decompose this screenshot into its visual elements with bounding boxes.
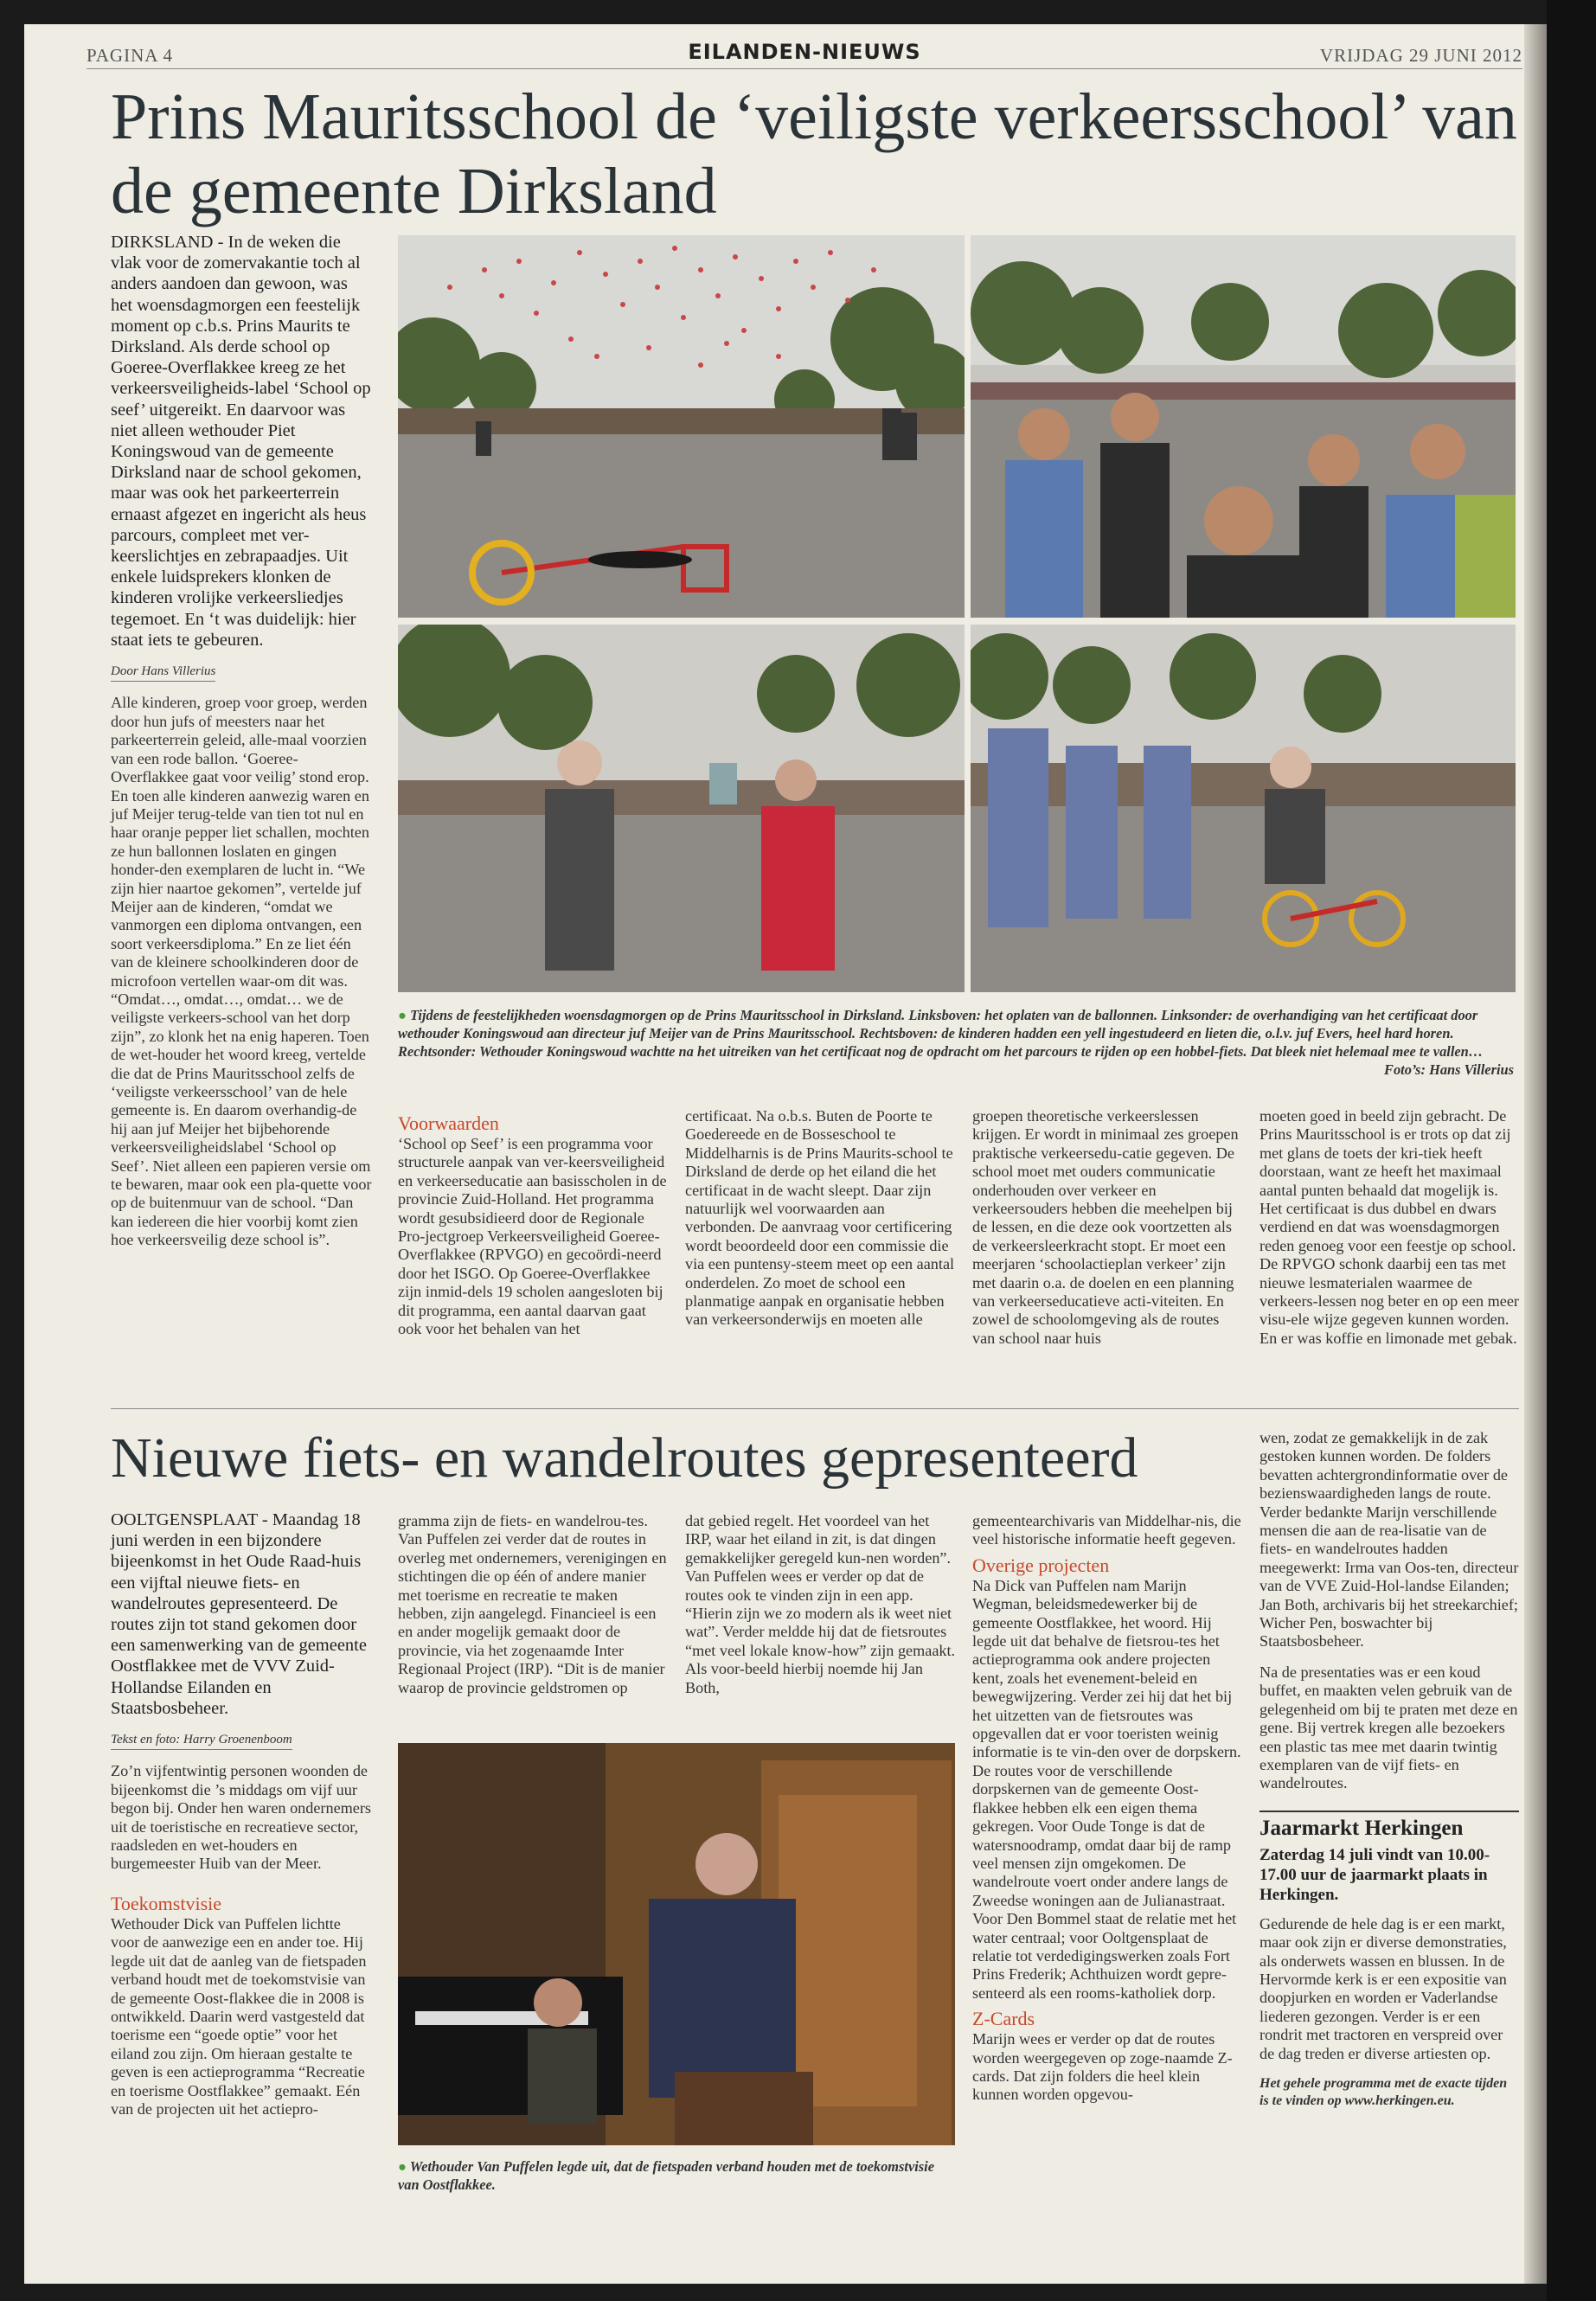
caption-bullet-icon: ● [398,2158,407,2175]
article2-caption-text: Wethouder Van Puffelen legde uit, dat de fietspaden verband houden met de toekomstvisie van Oostflakkee. [398,2158,934,2193]
article1-byline: Door Hans Villerius [111,663,215,682]
article1-body-1: Alle kinderen, groep voor groep, werden door hun jufs of meesters naar het parkeerterrein geleid, alle-maal voorzien van een rode ballon. ‘Goeree-Overflakkee gaat voor veilig’ stond erop. En toen alle kinderen aanwezig waren en juf Meijer terug-telde van tien tot nul en haar oranje pepper liet schallen, mochten ze hun ballonnen loslaten en gingen honder-den exemplaren de lucht in. “We zijn hier naartoe gekomen”, vertelde juf Meijer aan de kinderen, “omdat we vanmorgen een diploma ontvangen, een soort verkeersdiploma.” En ze liet één van de kleinere schoolkinderen door de microfoon vertellen waar-om dit was. “Omdat…, omdat…, omdat… we de veiligste verkeers-school van het dorp zijn”, zo klonk het na enig haperen. Toen de wet-houder het woord kreeg, vertelde die dat de Prins Mauritsschool zelfs de ‘veiligste verkeersschool’ van de hele gemeente is. En daarom overhandig-de hij aan juf Meijer het bijbehorende verkeersveiligheidslabel ‘School op Seef’. Niet alleen een papieren versie om te bewaren, maar ook een pla-quette voor op de buitenmuur van de school. “Dan kan iedereen die hier voorbij komt zien hoe verkeersveilig deze school is”. [111,694,372,1249]
article1-body-3: certificaat. Na o.b.s. Buten de Poorte te Goedereede en de Bosseschool te Middelharnis is de Prins Maurits-school te Dirksland de derde op het eiland die het certificaat in de wacht sleept. Daar zijn natuurlijk wel voorwaarden aan verbonden. De aanvraag voor certificering wordt beoordeeld door een commissie die via een puntensy-steem meet op een aantal onderdelen. Zo moet de school een planmatige aanpak en organisatie hebben van verkeersonderwijs en moeten alle [685,1107,955,1329]
children-yell-photo [971,235,1516,618]
page-header [87,40,1522,69]
article2-subhead-toekomstvisie: Toekomstvisie [111,1892,222,1914]
article1-body-2: ‘School op Seef’ is een programma voor structurele aanpak van ver-keersveiligheid en verkeerseducatie aan basisscholen in de provincie Zuid-Holland. Het programma wordt gesubsidieerd door de Regionale Pro-jectgroep Verkeersveiligheid Goeree-Overflakkee (RPVGO) en gecoördi-neerd door het ISGO. Op Goeree-Overflakkee zijn inmid-dels 19 scholen aangesloten bij dit programma, een aantal daarvan gaat ook voor het behalen van het [398,1135,667,1338]
article2-column-2 [398,1512,670,1697]
article2-headline: Nieuwe fiets- en wandelroutes gepresenteerd [111,1426,1138,1490]
article2-body-1: Zo’n vijfentwintig personen woonden de bijeenkomst die ’s middags om vijf uur begon bij. Onder hen waren ondernemers uit de toeristische en recreatieve sector, raadsleden en wet-houders en burgemeester Huib van der Meer. [111,1762,371,1873]
article-divider [111,1408,1519,1409]
article2-column-3 [685,1512,957,1697]
article1-column-3 [685,1107,957,1330]
article1-column-5 [1259,1107,1519,1348]
page-number: PAGINA 4 [87,45,173,66]
article1-column-2 [398,1107,670,1338]
article1-photo-caption [398,1006,1514,1079]
page-binding [1547,0,1596,2301]
article2-left-column [111,1509,372,2118]
article2-subhead-z-cards: Z-Cards [972,2008,1035,2030]
issue-date: VRIJDAG 29 JUNI 2012 [1319,45,1522,66]
presentation-photo [398,1743,955,2145]
article2-body-3: gramma zijn de fiets- en wandelrou-tes. Van Puffelen zei verder dat de routes in overleg met ondernemers, verenigingen en stichtingen die op één of andere manier met toerisme en recreatie te maken hebben, zijn aangelegd. Financieel is een en ander mogelijk gemaakt door de provincie, via het zogenaamde Inter Regionaal Project (IRP). “Dit is de manier waarop de provincie geldstromen op [398,1512,667,1696]
article1-body-4: groepen theoretische verkeerslessen krijgen. Er wordt in minimaal zes groepen praktische verkeersedu-catie gegeven. De school moet met ouders communicatie onderhouden over verkeer en verkeersouders hebben die meehelpen bij de lessen, en die deze ook voortzetten als de verkeersleerkracht stopt. Er moet een meerjaren ‘schoolactieplan verkeer’ zijn met daarin o.a. de doelen en een planning van verkeerseducatieve acti-viteiten. En zowel de schoolomgeving als de routes van school naar huis [972,1107,1239,1347]
article2-photo-caption [398,2157,952,2194]
article2-body-5: gemeentearchivaris van Middelhar-nis, die veel historische informatie heeft gegeven. [972,1512,1241,1548]
article1-left-column [111,232,372,1250]
article2-subhead-overige-projecten: Overige projecten [972,1554,1110,1576]
article1-headline: Prins Mauritsschool de ‘veiligste verkeersschool’ van de gemeente Dirksland [111,80,1517,228]
article2-body-8: wen, zodat ze gemakkelijk in de zak gestoken kunnen worden. De folders bevatten achtergrondinformatie over de bezienswaardigheden langs de route. Verder bedankte Marijn verschillende mensen die aan de rea-lisatie van de fiets- en wandelroutes hadden meegewerkt: Irma van Oos-ten, directeur van de VVE Zuid-Hol-landse Eilanden; Jan Both, archivaris bij het streekarchief; Wicher Pen, boswachter bij Staatsbosbeheer. [1259,1429,1519,1650]
jaarmarkt-sidebar [1259,1811,1519,2110]
article1-body-5: moeten goed in beeld zijn gebracht. De Prins Mauritsschool is er trots op dat zij met glans de toets der kri-tiek heeft doorstaan, want ze heeft het maximaal aantal punten behaald dat mogelijk is. Het certificaat is dus dubbel en dwars verdiend en dat was woensdagmorgen reden genoeg voor een feestje op school. De RPVGO schonk daarbij een tas met nieuwe lesmaterialen waarmee de verkeers-lessen nog beter en op een meer visu-ele wijze gegeven kunnen worden. En er was koffie en limonade met gebak. [1259,1107,1519,1347]
sidebar-lead: Zaterdag 14 juli vindt van 10.00-17.00 uur de jaarmarkt plaats in Herkingen. [1259,1845,1490,1904]
article2-lead: OOLTGENSPLAAT - Maandag 18 juni werden in een bijzondere bijeenkomst in het Oude Raad-huis een vijftal nieuwe fiets- en wandelroutes gepresenteerd. De routes zijn tot stand gekomen door een samenwerking van de gemeente Oostflakkee met de VVV Zuid-Hollandse Eilanden en Staatsbosbeheer. [111,1510,367,1718]
balloons-photo [398,235,965,618]
article1-subhead-voorwaarden: Voorwaarden [398,1112,499,1134]
certificate-handover-photo [398,625,965,992]
article1-column-4 [972,1107,1244,1348]
article2-body-4: dat gebied regelt. Het voordeel van het IRP, waar het eiland in zit, is dat dingen gemakkelijker geregeld kun-nen worden”. Van Puffelen wees er verder op dat de routes ook te vinden zijn in een app. “Hierin zijn we zo modern als ik weet niet wat”. Verder meldde hij dat de fietsroutes “met veel lokale know-how” zijn gemaakt. Als voor-beeld hierbij noemde hij Jan Both, [685,1512,956,1696]
article1-caption-text: Tijdens de feestelijkheden woensdagmorgen op de Prins Mauritsschool in Dirksland. Linksboven: het oplaten van de ballonnen. Linksonder: de overhandiging van het certificaat door wethouder Koningswoud aan directeur juf Meijer van de Prins Mauritsschool. Rechtsboven: de kinderen hadden een yell ingestudeerd en lieten die, o.l.v. juf Evers, heel hard horen. Rechtsonder: Wethouder Koningswoud wachtte na het uitreiken van het certificaat nog de opdracht om het parcours te rijden op een hobbel-fiets. Dat bleek niet helemaal mee te vallen… [398,1007,1484,1060]
newspaper-masthead: EILANDEN-NIEUWS [688,40,921,64]
alderman-bike-photo [971,625,1516,992]
article2-body-7: Marijn wees er verder op dat de routes worden weergegeven op zoge-naamde Z-cards. Dat zijn folders die heel klein kunnen worden opgevou- [972,2030,1233,2104]
article2-byline: Tekst en foto: Harry Groenenboom [111,1731,292,1750]
article2-body-9: Na de presentaties was er een koud buffet, en maakten velen gebruik van de gelegenheid om bij te praten met deze en gene. Bij vertrek kregen alle bezoekers een plastic tas mee met daarin twintig exemplaren van de vijf fiets- en wandelroutes. [1259,1663,1518,1792]
article2-body-2: Wethouder Dick van Puffelen lichtte voor de aanwezige een en ander toe. Hij legde uit dat de aanleg van de fietspaden verband houdt met de toekomstvisie van de gemeente Oost-flakkee die in 2008 is ontwikkeld. Daarin werd vastgesteld dat toerisme een “goede optie” voor het eiland zou zijn. Om hieraan gestalte te geven is een actieprogramma “Recreatie en toerisme Oostflakkee” gemaakt. Eén van de projecten uit het actiepro- [111,1914,367,2118]
sidebar-title: Jaarmarkt Herkingen [1259,1811,1519,1842]
page-spine-shadow [1524,24,1547,2284]
article2-body-6: Na Dick van Puffelen nam Marijn Wegman, beleidsmedewerker bij de gemeente Oostflakkee, het woord. Hij legde uit dat behalve de fietsrou-tes het actieprogramma ook andere projecten kent, zoals het evenement-beleid en bewegwijzering. Verder zei hij dat het bij het uitzetten van de fietsroutes was opgevallen dat er voor toeristen weinig informatie is te vin-den over de dorpskern. De routes voor de verschillende dorpskernen van de gemeente Oost-flakkee hebben elk een eigen thema gekregen. Voor Oude Tonge is dat de watersnoodramp, omdat daar bij de ramp veel mensen zijn omgekomen. De wandelroute voert onder andere langs de Zweedse woningen aan de Julianastraat. Voor Den Bommel staat de relatie met het water centraal; voor Ooltgensplaat de relatie tot verdedigingswerken zoals Fort Prins Frederik; Achthuizen wordt gepre-senteerd als een rooms-katholiek dorp. [972,1576,1241,2002]
article1-photo-credit: Foto’s: Hans Villerius [1384,1061,1514,1078]
caption-bullet-icon: ● [398,1007,407,1023]
sidebar-footer-link: Het gehele programma met de exacte tijden is te vinden op www.herkingen.eu. [1259,2075,1508,2108]
sidebar-body: Gedurende de hele dag is er een markt, maar ook zijn er diverse demonstraties, als onderwets wassen en blussen. In de Hervormde kerk is er een expositie van doopjurken en worden er Vaderlandse liederen gezongen. Verder is er een rondrit met tractoren en verspreid over de dag treden er diverse artiesten op. [1259,1914,1507,2062]
article1-lead: DIRKSLAND - In de weken die vlak voor de zomervakantie toch al anders aandoen dan gewoon, was het woensdagmorgen een feestelijk moment op c.b.s. Prins Maurits te Dirksland. Als derde school op Goeree-Overflakkee kreeg ze het verkeersveiligheids-label ‘School op seef’ uitgereikt. En daarvoor was niet alleen wethouder Piet Koningswoud van de gemeente Dirksland naar de school gekomen, maar was ook het parkeerterrein ernaast afgezet en ingericht als heus parcours, compleet met ver-keerslichtjes en zebrapaadjes. Uit enkele luidsprekers klonken de kinderen vrolijke verkeersliedjes tegemoet. En ‘t was duidelijk: hier staat iets te gebeuren. [111,233,371,650]
article2-column-5 [1259,1429,1519,2110]
article2-column-4 [972,1512,1244,2105]
